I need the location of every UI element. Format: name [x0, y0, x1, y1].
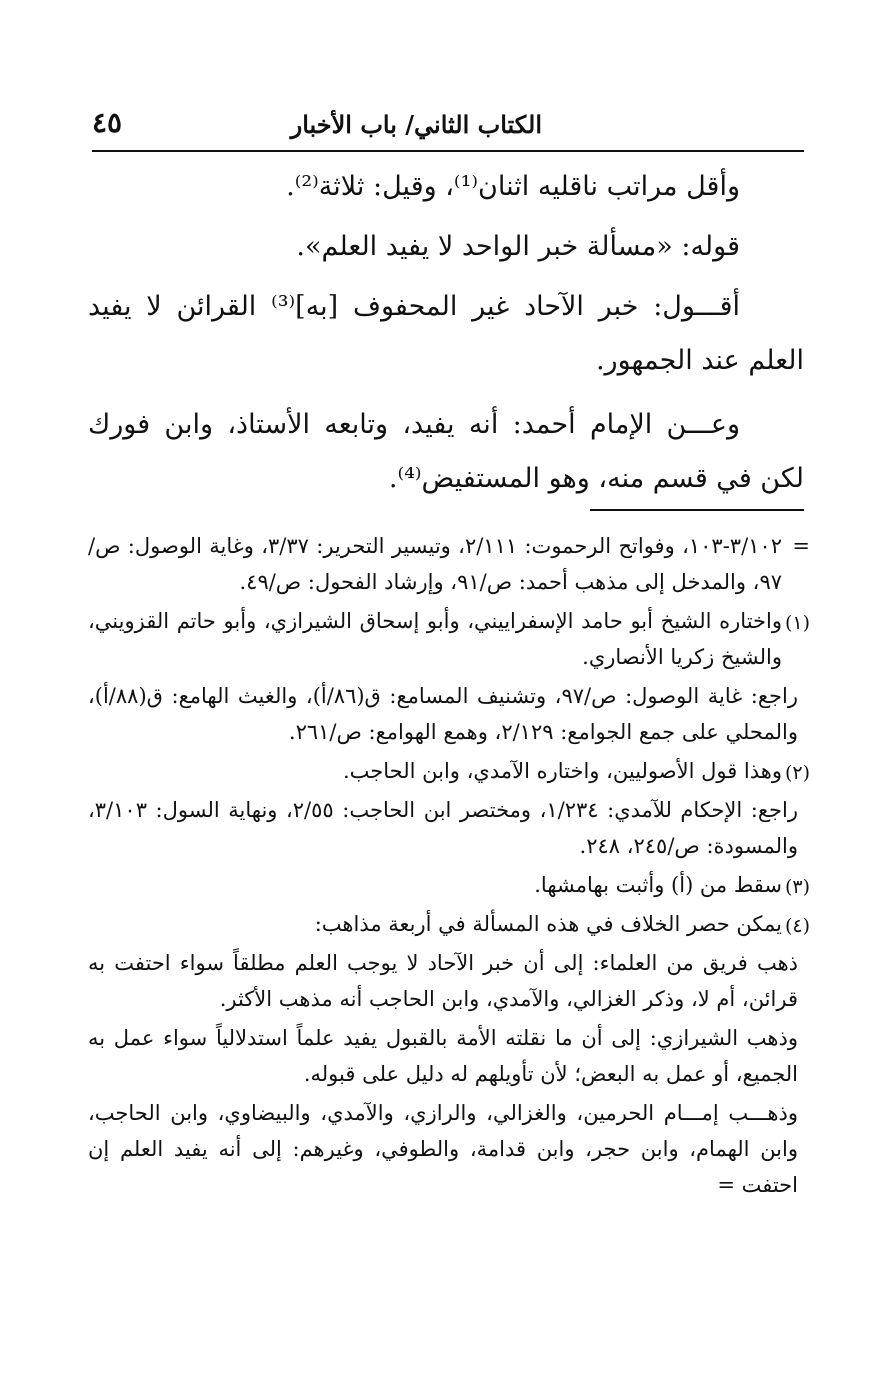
footnote-text: وهذا قول الأصوليين، واختاره الآمدي، وابن الحاجب. [342, 759, 782, 783]
footnote-divider [590, 509, 804, 511]
running-title: الكتاب الثاني/ باب الأخبار [290, 110, 542, 139]
footnote-marker: (٢) [784, 762, 810, 784]
footnote-4-paragraph: وذهب الشيرازي: إلى أن ما نقلته الأمة بالقبول يفيد علماً استدلالياً سواء عمل به الجميع، أو عمل به البعض؛ لأن تأويلهم له دليل على قبوله. [88, 1026, 798, 1086]
footnote-text: يمكن حصر الخلاف في هذه المسألة في أربعة مذاهب: [314, 912, 782, 936]
footnote-text: واختاره الشيخ أبو حامد الإسفراييني، وأبو إسحاق الشيرازي، وأبو حاتم القزويني، والشيخ زكريا الأنصاري. [88, 609, 782, 669]
footnote-4-paragraph: ذهب فريق من العلماء: إلى أن خبر الآحاد لا يوجب العلم مطلقاً سواء احتفت به قرائن، أم لا، وذكر الغزالي، والآمدي، وابن الحاجب أنه مذهب الأكثر. [88, 951, 798, 1011]
page-header [92, 100, 804, 152]
main-paragraph: وأقل مراتب ناقليه اثنان⁽¹⁾، وقيل: ثلاثة⁽²⁾. [286, 171, 740, 202]
continuation-mark: = [792, 534, 810, 558]
main-paragraph: قوله: «مسألة خبر الواحد لا يفيد العلم». [296, 231, 740, 262]
footnotes [88, 528, 810, 1206]
footnote-3 [88, 867, 810, 903]
footnote-marker: (١) [784, 612, 810, 634]
footnote-text: سقط من (أ) وأثبت بهامشها. [534, 873, 782, 897]
main-paragraph: وعـــن الإمام أحمد: أنه يفيد، وتابعه الأستاذ، وابن فورك لكن في قسم منه، وهو المستفيض⁽⁴⁾. [88, 409, 804, 494]
footnote-1 [88, 603, 810, 675]
footnote-2-reference: راجع: الإحكام للآمدي: ١/٢٣٤، ومختصر ابن الحاجب: ٢/٥٥، ونهاية السول: ٣/١٠٣، والمسودة: ص/٢٤٥، ٢٤٨. [88, 798, 798, 858]
footnote-continuation [88, 528, 810, 600]
main-text [88, 160, 804, 512]
footnote-marker: (٣) [784, 876, 810, 898]
footnote-4-paragraph: وذهـــب إمـــام الحرمين، والغزالي، والرازي، والآمدي، والبيضاوي، وابن الحاجب، وابن الهمام، وابن حجر، وابن قدامة، والطوفي، وغيرهم: إلى أنه يفيد العلم إن احتفت = [88, 1101, 798, 1197]
footnote-1-reference: راجع: غاية الوصول: ص/٩٧، وتشنيف المسامع: ق(٨٦/أ)، والغيث الهامع: ق(٨٨/أ)، والمحلي على جمع الجوامع: ٢/١٢٩، وهمع الهوامع: ص/٢٦١. [88, 684, 798, 744]
page-number: ٤٥ [92, 106, 123, 139]
footnote-text: ٣/١٠٢-١٠٣، وفواتح الرحموت: ٢/١١١، وتيسير التحرير: ٣/٣٧، وغاية الوصول: ص/٩٧، والمدخل إلى مذهب أحمد: ص/٩١، وإرشاد الفحول: ص/٤٩. [88, 534, 782, 594]
footnote-4 [88, 906, 810, 942]
footnote-marker: (٤) [784, 915, 810, 937]
main-paragraph: أقـــول: خبر الآحاد غير المحفوف [به]⁽³⁾ القرائن لا يفيد العلم عند الجمهور. [88, 291, 804, 376]
footnote-2 [88, 753, 810, 789]
